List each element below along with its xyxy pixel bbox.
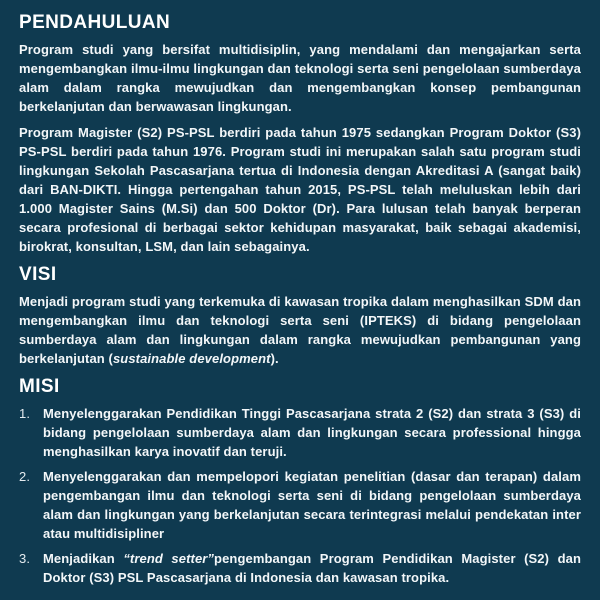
visi-text-italic: sustainable development xyxy=(112,351,271,366)
visi-heading: VISI xyxy=(19,264,57,285)
section-pendahuluan xyxy=(19,12,581,256)
misi-item-2-number: 2. xyxy=(19,469,31,484)
section-misi xyxy=(19,376,581,587)
misi-item-1 xyxy=(19,404,581,461)
pendahuluan-heading: PENDAHULUAN xyxy=(19,12,171,33)
misi-item-2-text: Menyelenggarakan dan mempelopori kegiatan penelitian (dasar dan terapan) dalam pengembangan ilmu dan teknologi serta seni di bidang pengelolaan sumberdaya alam dan lingkungan yang berkelanjutan secara terintegrasi melalui pendekatan inter atau multidisipliner xyxy=(43,469,581,541)
misi-heading: MISI xyxy=(19,376,60,397)
misi-item-3-text-italic: “trend setter” xyxy=(123,551,215,566)
misi-item-3-text-pre: Menjadikan xyxy=(43,551,124,566)
pendahuluan-paragraph-1: Program studi yang bersifat multidisiplin, yang mendalami dan mengajarkan serta mengembangkan ilmu-ilmu lingkungan dan teknologi serta seni pengelolaan sumberdaya alam dalam rangka mewujudkan dan mengembangkan konsep pembangunan berkelanjutan dan berwawasan lingkungan. xyxy=(19,42,581,114)
visi-text-end: ). xyxy=(270,351,279,366)
misi-item-2 xyxy=(19,467,581,543)
misi-item-1-number: 1. xyxy=(19,406,31,421)
misi-item-1-text: Menyelenggarakan Pendidikan Tinggi Pascasarjana strata 2 (S2) dan strata 3 (S3) di bidang pengelolaan sumberdaya alam dan lingkungan secara professional hingga menghasilkan karya inovatif dan teruji. xyxy=(43,406,581,459)
section-visi xyxy=(19,264,581,368)
misi-item-3-text-post: pengembangan Program Pendidikan Magister (S2) dan Doktor (S3) PSL Pascasarjana di Indonesia dan kawasan tropika. xyxy=(43,551,581,585)
misi-item-3 xyxy=(19,549,581,587)
misi-item-3-text xyxy=(43,549,581,587)
visi-paragraph xyxy=(19,292,581,368)
pendahuluan-paragraph-2: Program Magister (S2) PS-PSL berdiri pada tahun 1975 sedangkan Program Doktor (S3) PS-PSL berdiri pada tahun 1976. Program studi ini merupakan salah satu program studi lingkungan Sekolah Pascasarjana tertua di Indonesia dengan Akreditasi A (sangat baik) dari BAN-DIKTI. Hingga pertengahan tahun 2015, PS-PSL telah meluluskan lebih dari 1.000 Magister Sains (M.Si) dan 500 Doktor (Dr). Para lulusan telah banyak berperan secara profesional di berbagai sektor kehidupan masyarakat, baik sebagai akademisi, birokrat, konsultan, LSM, dan lain sebagainya. xyxy=(19,125,581,254)
misi-item-3-number: 3. xyxy=(19,551,31,566)
visi-text-main: Menjadi program studi yang terkemuka di kawasan tropika dalam menghasilkan SDM dan mengembangkan ilmu dan teknologi serta seni (IPTEKS) di bidang pengelolaan sumberdaya alam dan lingkungan dalam rangka mewujudkan pembangunan yang berkelanjutan ( xyxy=(19,294,581,366)
